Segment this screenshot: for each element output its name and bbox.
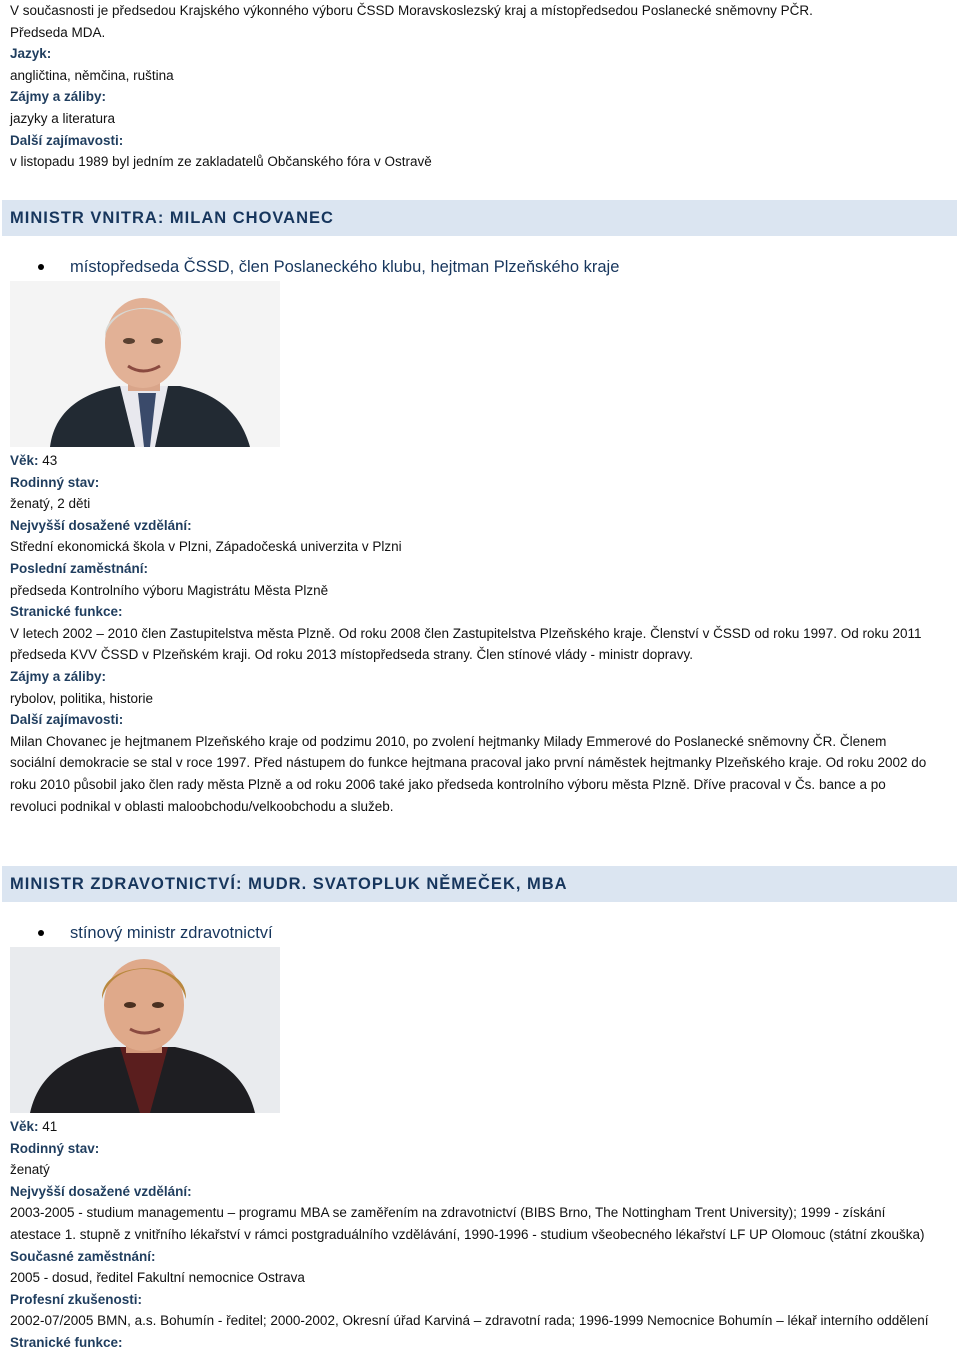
age-value: 41	[42, 1119, 58, 1134]
experience-value: 2002-07/2005 BMN, a.s. Bohumín - ředitel; 2000-2002, Okresní úřad Karviná – zdravotní rada; 1996-1999 Nemocnice Bohumín – lékař interního oddělení	[10, 1313, 929, 1329]
profile-details-nemecek	[10, 1116, 932, 1354]
age-label: Věk:	[10, 1119, 39, 1134]
hobbies-label: Zájmy a záliby:	[10, 89, 107, 105]
profile-details-chovanec	[10, 450, 932, 817]
section-heading-interior-minister: MINISTR VNITRA: MILAN CHOVANEC	[2, 200, 957, 236]
section-heading-health-minister: MINISTR ZDRAVOTNICTVÍ: MUDR. SVATOPLUK NĚMEČEK, MBA	[2, 866, 957, 902]
age-row	[10, 1116, 932, 1138]
party-functions-label: Stranické funkce:	[10, 1334, 123, 1350]
other-value: v listopadu 1989 byl jedním ze zakladatelů Občanského fóra v Ostravě	[10, 154, 432, 170]
current-job-label: Současné zaměstnání:	[10, 1248, 156, 1264]
hobbies-value: rybolov, politika, historie	[10, 690, 154, 706]
bullet-item	[38, 256, 619, 278]
portrait-icon	[10, 281, 280, 447]
hobbies-label: Zájmy a záliby:	[10, 668, 107, 684]
bullet-item	[38, 922, 273, 944]
family-label: Rodinný stav:	[10, 1140, 100, 1156]
bullet-dot-icon	[38, 264, 44, 270]
other-label: Další zajímavosti:	[10, 712, 124, 728]
portrait-photo-chovanec	[10, 281, 280, 447]
party-functions-label: Stranické funkce:	[10, 604, 123, 620]
other-value: Milan Chovanec je hejtmanem Plzeňského kraje od podzimu 2010, po zvolení hejtmanky Milady Emmerové do Poslanecké sněmovny ČR. Členem sociální demokracie se stal v roce 1997. Před nástupem do funkce hejtmana pracoval jako první náměstek hejtmanky Plzeňského kraje. Od roku 2002 do roku 2010 působil jako člen rady města Plzně a od roku 2006 také jako předseda kontrolního výboru města Plzně. Dříve pracoval v Čs. bance a po revoluci podnikal v oblasti maloobchodu/velkoobchodu a služeb.	[10, 733, 927, 814]
family-value: ženatý	[10, 1162, 50, 1178]
education-value: Střední ekonomická škola v Plzni, Západočeská univerzita v Plzni	[10, 539, 402, 555]
family-label: Rodinný stav:	[10, 474, 100, 490]
party-functions-value: V letech 2002 – 2010 člen Zastupitelstva města Plzně. Od roku 2008 člen Zastupitelstva Plzeňského kraje. Členství v ČSSD od roku 1997. Od roku 2011 předseda KVV ČSSD v Plzeňském kraji. Od roku 2013 místopředseda strany. Člen stínové vlády - ministr dopravy.	[10, 625, 922, 663]
previous-profile-block	[10, 0, 932, 173]
last-job-label: Poslední zaměstnání:	[10, 560, 149, 576]
experience-label: Profesní zkušenosti:	[10, 1291, 143, 1307]
intro-line-2: Předseda MDA.	[10, 24, 106, 40]
bullet-text: stínový ministr zdravotnictví	[70, 924, 273, 942]
current-job-value: 2005 - dosud, ředitel Fakultní nemocnice Ostrava	[10, 1270, 305, 1286]
age-value: 43	[42, 453, 58, 468]
bullet-text: místopředseda ČSSD, člen Poslaneckého klubu, hejtman Plzeňského kraje	[70, 258, 620, 276]
portrait-icon	[10, 947, 280, 1113]
age-row	[10, 450, 932, 472]
bullet-dot-icon	[38, 930, 44, 936]
last-job-value: předseda Kontrolního výboru Magistrátu Města Plzně	[10, 582, 329, 598]
education-label: Nejvyšší dosažené vzdělání:	[10, 1183, 192, 1199]
intro-line-1: V současnosti je předsedou Krajského výkonného výboru ČSSD Moravskoslezský kraj a místopředsedou Poslanecké sněmovny PČR.	[10, 3, 813, 18]
language-value: angličtina, němčina, ruština	[10, 67, 174, 83]
family-value: ženatý, 2 děti	[10, 496, 91, 512]
age-label: Věk:	[10, 453, 39, 468]
education-value: 2003-2005 - studium managementu – programu MBA se zaměřením na zdravotnictví (BIBS Brno, The Nottingham Trent University); 1999 - získání atestace 1. stupně z vnitřního lékařství v rámci postgraduálního vzdělávání, 1990-1996 - studium všeobecného lékařství LF UP Olomouc (státní zkouška)	[10, 1205, 925, 1242]
portrait-photo-nemecek	[10, 947, 280, 1113]
other-label: Další zajímavosti:	[10, 132, 124, 148]
hobbies-value: jazyky a literatura	[10, 110, 116, 126]
education-label: Nejvyšší dosažené vzdělání:	[10, 517, 192, 533]
language-label: Jazyk:	[10, 46, 52, 62]
